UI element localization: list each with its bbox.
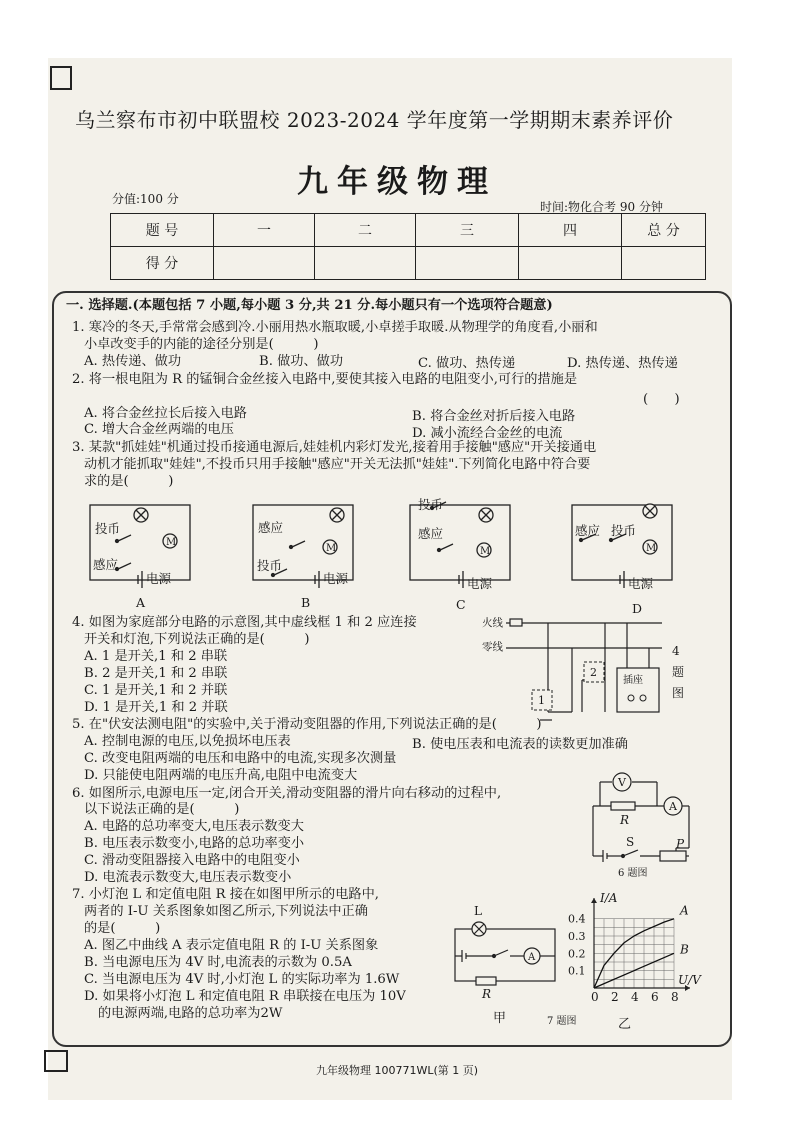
q6-stem: 6. 如图所示,电源电压一定,闭合开关,滑动变阻器的滑片向右移动的过程中,	[72, 786, 502, 801]
y-tick-label: 0.3	[568, 930, 586, 943]
box-1-label: 1	[538, 694, 545, 707]
time-note: 时间:物化合考 90 分钟	[540, 200, 663, 214]
x-tick-label: 0	[591, 990, 599, 1004]
q1-stem: 1. 寒冷的冬天,手常常会感到冷.小丽用热水瓶取暖,小卓搓手取暖.从物理学的角度看,小丽和	[72, 320, 598, 335]
q7-option-c[interactable]: C. 当电源电压为 4V 时,小灯泡 L 的实际功率为 1.6W	[84, 972, 400, 987]
q6-option-a[interactable]: A. 电路的总功率变大,电压表示数变大	[84, 819, 304, 834]
y-tick-label: 0.1	[568, 964, 586, 978]
q5-option-b[interactable]: B. 使电压表和电流表的读数更加准确	[412, 737, 628, 752]
q3-d-sense: 感应	[575, 523, 601, 538]
neutral-wire-label: 零线	[482, 641, 503, 653]
score-table-col-4: 四	[519, 214, 622, 247]
q3-c-sense: 感应	[418, 526, 444, 541]
resistor-label: R	[482, 987, 492, 1001]
q7-stem: 的是( )	[84, 921, 161, 936]
page-footer: 九年级物理 100771WL(第 1 页)	[315, 1064, 479, 1077]
x-axis-label: U/V	[678, 973, 701, 987]
fig-yi-label: 乙	[618, 1017, 632, 1032]
score-table-col-1: 一	[214, 214, 315, 247]
q3-option-c[interactable]: C	[456, 597, 466, 612]
q3-d-motor: M	[646, 543, 657, 554]
switch-label: S	[626, 835, 635, 849]
q4-option-c[interactable]: C. 1 是开关,1 和 2 并联	[84, 683, 228, 698]
q2-option-c[interactable]: C. 增大合金丝两端的电压	[84, 422, 234, 437]
q3-a-motor: M	[166, 537, 177, 548]
q7-option-d[interactable]: D. 如果将小灯泡 L 和定值电阻 R 串联接在电压为 10V	[84, 989, 406, 1004]
ammeter-label: A	[669, 800, 677, 813]
x-tick-label: 4	[631, 990, 639, 1004]
q6-option-b[interactable]: B. 电压表示数变小,电路的总功率变小	[84, 836, 305, 851]
subject-title: 九年级物理	[297, 164, 497, 200]
exam-title: 乌兰察布市初中联盟校 2023-2024 学年度第一学期期末素养评价	[75, 108, 674, 132]
y-tick-label: 0.4	[568, 912, 586, 926]
q1-option-a[interactable]: A. 热传递、做功	[84, 354, 182, 369]
q5-option-d[interactable]: D. 只能使电阻两端的电压升高,电阻中电流变大	[84, 768, 358, 783]
q2-option-a[interactable]: A. 将合金丝拉长后接入电路	[84, 406, 247, 421]
q1-stem: 小卓改变手的内能的途径分别是( )	[84, 337, 319, 352]
fig4-number: 4	[672, 644, 680, 658]
x-tick-label: 6	[651, 990, 659, 1004]
q4-option-a[interactable]: A. 1 是开关,1 和 2 串联	[84, 649, 228, 664]
q7-stem: 两者的 I-U 关系图象如图乙所示,下列说法中正确	[84, 904, 368, 919]
fig4-ti: 题	[672, 665, 685, 679]
q1-option-c[interactable]: C. 做功、热传递	[418, 356, 516, 371]
voltmeter-label: V	[618, 776, 626, 789]
q4-stem: 开关和灯泡,下列说法正确的是( )	[84, 632, 310, 647]
q3-a-coin: 投币	[95, 521, 121, 536]
q5-stem: 5. 在"伏安法测电阻"的实验中,关于滑动变阻器的作用,下列说法正确的是( )	[72, 717, 542, 732]
resistor-label: R	[620, 813, 630, 827]
fig-jia-label: 甲	[493, 1011, 507, 1026]
score-table-col-3: 三	[416, 214, 519, 247]
q7-option-a[interactable]: A. 图乙中曲线 A 表示定值电阻 R 的 I-U 关系图象	[84, 938, 379, 953]
q3-stem: 动机才能抓取"娃娃",不投币只用手接触"感应"开关无法抓"娃娃".下列简化电路中符合要	[84, 457, 591, 472]
q2-answer-paren: ( )	[643, 392, 680, 407]
fig7-caption: 7 题图	[547, 1016, 577, 1027]
live-wire-label: 火线	[482, 617, 503, 629]
q3-option-d[interactable]: D	[632, 601, 643, 616]
fig4-tu: 图	[672, 686, 685, 700]
q3-c-motor: M	[480, 546, 491, 557]
q2-option-d[interactable]: D. 减小流经合金丝的电流	[412, 426, 563, 441]
q3-d-coin: 投币	[611, 523, 637, 538]
box-2-label: 2	[590, 666, 597, 679]
q3-b-power: 电源	[323, 571, 349, 586]
section-heading: 一. 选择题.(本题包括 7 小题,每小题 3 分,共 21 分.每小题只有一个选项符合题意)	[66, 298, 553, 313]
score-table-header-label: 题 号	[111, 214, 214, 247]
q6-stem: 以下说法正确的是( )	[84, 802, 240, 817]
series-B-label: B	[680, 942, 689, 957]
q3-a-power: 电源	[146, 571, 172, 586]
q4-option-d[interactable]: D. 1 是开关,1 和 2 并联	[84, 700, 228, 715]
score-table-col-2: 二	[315, 214, 416, 247]
q6-option-d[interactable]: D. 电流表示数变大,电压表示数变小	[84, 870, 292, 885]
q5-option-a[interactable]: A. 控制电源的电压,以免损坏电压表	[84, 734, 291, 749]
x-tick-label: 8	[671, 990, 679, 1004]
q3-b-motor: M	[326, 543, 337, 554]
series-A-label: A	[680, 903, 689, 918]
q2-stem: 2. 将一根电阻为 R 的锰铜合金丝接入电路中,要使其接入电路的电阻变小,可行的措施是	[72, 372, 578, 387]
q3-stem: 3. 某款"抓娃娃"机通过投币接通电源后,娃娃机内彩灯发光,接着用手接触"感应"开关接通电	[72, 440, 597, 455]
slider-label: P	[676, 837, 685, 851]
q7-option-d-cont: 的电源两端,电路的总功率为2W	[98, 1006, 283, 1021]
fig6-caption: 6 题图	[618, 868, 648, 879]
q1-option-b[interactable]: B. 做功、做功	[259, 354, 344, 369]
q7-option-b[interactable]: B. 当电源电压为 4V 时,电流表的示数为 0.5A	[84, 955, 352, 970]
q3-option-b[interactable]: B	[301, 595, 311, 610]
q6-option-c[interactable]: C. 滑动变阻器接入电路中的电阻变小	[84, 853, 300, 868]
score-row-label: 得 分	[111, 247, 214, 280]
q3-b-coin: 投币	[257, 558, 283, 573]
q4-option-b[interactable]: B. 2 是开关,1 和 2 串联	[84, 666, 228, 681]
ammeter-label: A	[528, 952, 536, 963]
q7-stem: 7. 小灯泡 L 和定值电阻 R 接在如图甲所示的电路中,	[72, 887, 379, 902]
q5-option-c[interactable]: C. 改变电阻两端的电压和电路中的电流,实现多次测量	[84, 751, 397, 766]
q4-stem: 4. 如图为家庭部分电路的示意图,其中虚线框 1 和 2 应连接	[72, 615, 417, 630]
q3-b-sense: 感应	[258, 520, 284, 535]
q3-d-power: 电源	[628, 576, 654, 591]
q1-option-d[interactable]: D. 热传递、热传递	[567, 356, 678, 371]
q3-stem: 求的是( )	[84, 474, 174, 489]
q2-option-b[interactable]: B. 将合金丝对折后接入电路	[412, 409, 576, 424]
q3-c-power: 电源	[467, 576, 493, 591]
q3-a-sense: 感应	[93, 557, 119, 572]
q3-c-coin: 投币	[418, 497, 444, 512]
socket-label: 插座	[623, 675, 643, 686]
y-axis-arrow	[591, 898, 597, 903]
score-total: 分值:100 分	[112, 192, 179, 206]
q3-option-a[interactable]: A	[136, 595, 146, 610]
y-axis-label: I/A	[600, 891, 618, 905]
score-table-col-total: 总 分	[622, 214, 706, 247]
x-tick-label: 2	[611, 990, 619, 1004]
y-tick-label: 0.2	[568, 947, 586, 961]
lamp-label: L	[474, 904, 482, 918]
